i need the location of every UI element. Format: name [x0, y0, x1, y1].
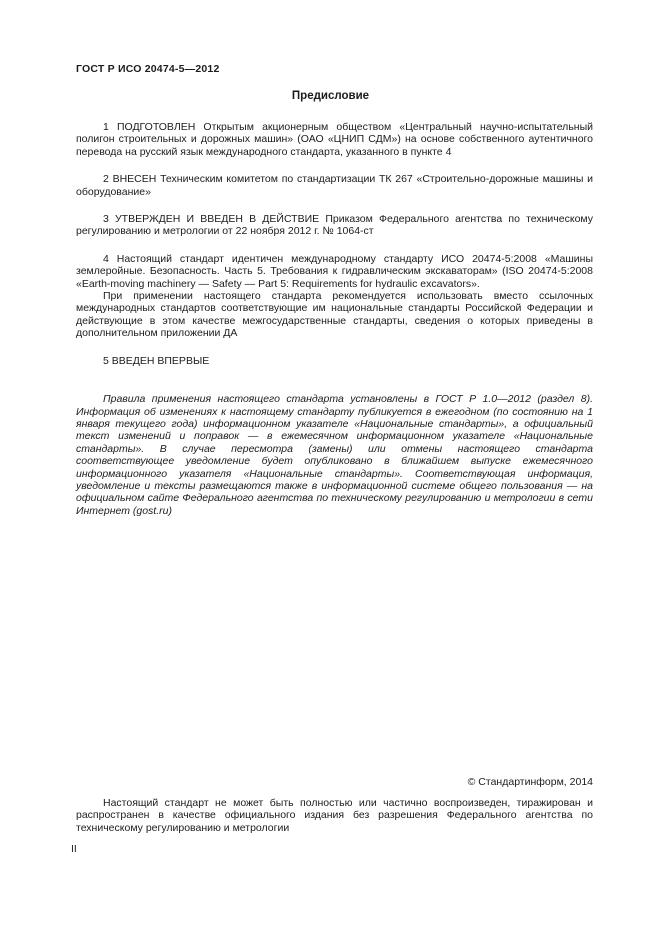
- paragraph-submitted-by: 2 ВНЕСЕН Техническим комитетом по стандартизации ТК 267 «Строительно-дорожные машины и оборудование»: [76, 173, 593, 198]
- page-title: Предисловие: [291, 90, 370, 102]
- document-code: ГОСТ Р ИСО 20474-5—2012: [76, 63, 220, 75]
- page-number: II: [71, 843, 77, 855]
- copyright-line: © Стандартинформ, 2014: [467, 776, 593, 788]
- paragraph-first-introduced: 5 ВВЕДЕН ВПЕРВЫЕ: [103, 354, 210, 367]
- paragraph-prepared-by: 1 ПОДГОТОВЛЕН Открытым акционерным обществом «Центральный научно-испытательный полигон строительных и дорожных машин» (ОАО «ЦНИП СДМ») на основе собственного аутентичного перевода на русский язык международного стандарта, указанного в пункте 4: [76, 121, 593, 158]
- paragraph-identical-standard: 4 Настоящий стандарт идентичен международному стандарту ИСО 20474-5:2008 «Машины землеройные. Безопасность. Часть 5. Требования к гидравлическим экскаваторам» (ISO 20474-5:2008 «Earth-moving machinery — Safety — Part 5: Requirements for hydraulic excavators».: [76, 252, 593, 290]
- document-body: [76, 121, 593, 532]
- rules-of-application-note: Правила применения настоящего стандарта установлены в ГОСТ Р 1.0—2012 (раздел 8). Информация об изменениях к настоящему стандарту публикуется в ежегодном (по состоянию на 1 января текущего года) информационном указателе «Национальные стандарты», а официальный текст изменений и поправок — в ежемесячном информационном указателе «Национальные стандарты». В случае пересмотра (замены) или отмены настоящего стандарта соответствующее уведомление будет опубликовано в ближайшем выпуске ежемесячного информационного указателя «Национальные стандарты». Соответствующая информация, уведомление и тексты размещаются также в информационной системе общего пользования — на официальном сайте Федерального агентства по техническому регулированию и метрологии в сети Интернет (gost.ru): [76, 393, 593, 517]
- paragraph-approved: 3 УТВЕРЖДЕН И ВВЕДЕН В ДЕЙСТВИЕ Приказом Федерального агентства по техническому регулированию и метрологии от 22 ноября 2012 г. № 1064-ст: [76, 213, 593, 238]
- reproduction-restriction-notice: Настоящий стандарт не может быть полностью или частично воспроизведен, тиражирован и распространен в качестве официального издания без разрешения Федерального агентства по техническому регулированию и метрологии: [76, 797, 593, 834]
- paragraph-application-recommendation: При применении настоящего стандарта рекомендуется использовать вместо ссылочных международных стандартов соответствующие им национальные стандарты Российской Федерации и действующие в этом качестве межгосударственные стандарты, сведения о которых приведены в дополнительном приложении ДА: [76, 290, 593, 340]
